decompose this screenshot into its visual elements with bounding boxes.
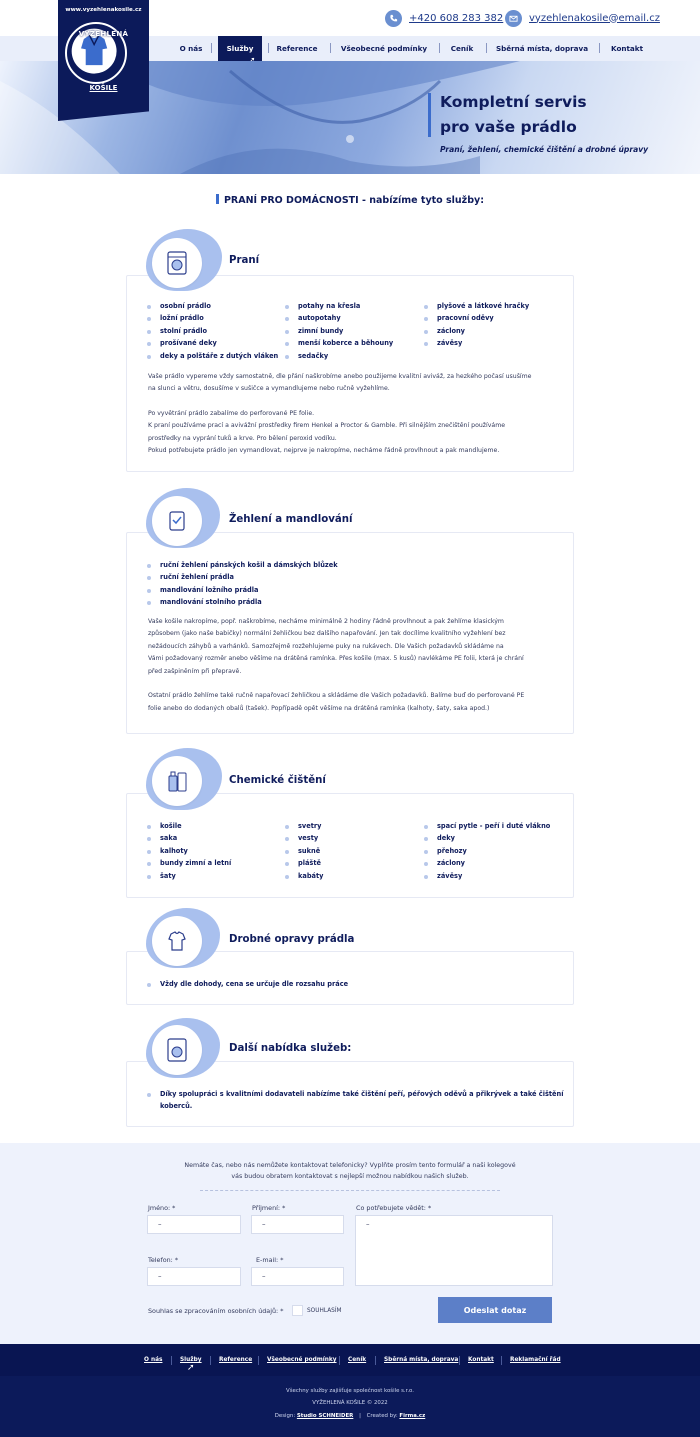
bullet [424, 875, 428, 879]
submit-button[interactable]: Odeslat dotaz [438, 1297, 552, 1323]
list-item: záclony [437, 326, 465, 335]
list-item: sukně [298, 846, 321, 855]
list-item: deky a polštáře z dutých vláken [160, 351, 279, 360]
list-item: bundy zimní a letní [160, 859, 232, 868]
list-item: ruční žehlení prádla [160, 573, 234, 582]
hero-title: Kompletní servis pro vaše prádlo [440, 93, 587, 136]
list-item: záclony [437, 859, 465, 868]
list-item: pracovní oděvy [437, 314, 494, 323]
paragraph-line: K praní používáme prací a avivážní prostředky firem Henkel a Proctor & Gamble. Při silnějším znečištění používáme [148, 422, 506, 430]
prani-title: Praní [229, 255, 260, 266]
paragraph-line: Vaše košile nakropíme, popř. naškrobíme, necháme minimálně 2 hodiny řádně provlhnout a pak žehlíme klasickým [148, 618, 504, 625]
bullet [147, 875, 151, 879]
email-address[interactable]: vyzehlenakosile@email.cz [529, 12, 660, 24]
footer-nav-link[interactable]: Ceník [348, 1357, 367, 1363]
dalsi-title: Další nabídka služeb: [229, 1043, 352, 1054]
hero-accent-bar [428, 93, 431, 137]
opravy-title: Drobné opravy prádla [229, 934, 355, 945]
message-textarea[interactable]: – [355, 1215, 553, 1286]
list-item: potahy na křesla [298, 302, 361, 310]
footer-nav-link[interactable]: Služby [180, 1357, 202, 1363]
list-item: přehozy [437, 846, 467, 855]
nav-separator [268, 43, 269, 53]
bullet [285, 875, 289, 879]
list-item: košile [160, 822, 182, 830]
bullet [147, 330, 151, 334]
list-item: stolní prádlo [160, 326, 208, 335]
list-item: ložní prádlo [160, 314, 204, 323]
list-item: mandlování ložního prádla [160, 585, 259, 594]
paragraph-line: folie anebo do dodaných obalů (tašek). Popřípadě opět věšíme na drátěná ramínka (kalhoty, šaty, saka apod.) [148, 704, 490, 712]
paragraph-line: Vámi požadovaný rozměr anebo věšíme na drátěná ramínka. Přes košile (max. 5 kusů) navlékáme PE folii, která je chrání [148, 655, 524, 663]
consent-label: Souhlas se zpracováním osobních údajů: * [148, 1307, 284, 1315]
nav-separator [330, 43, 331, 53]
services-heading: PRANÍ PRO DOMÁCNOSTI - nabízíme tyto služby: [0, 194, 700, 206]
paragraph-line: Vaše prádlo vypereme vždy samostatně, dle přání naškrobíme anebo použijeme kvalitní aviváž, za hezkého počasí usušíme [148, 373, 532, 380]
bullet [147, 850, 151, 854]
bullet [147, 355, 151, 359]
washing-machine-icon [152, 1025, 202, 1075]
paragraph-line: způsobem (jako naše babičky) normální žehličkou bez dalšího napařování. Jen tak docílíme kvalitního vyžehlení bez [148, 630, 506, 638]
footer-nav-separator [375, 1356, 376, 1365]
list-item: menší koberce a běhouny [298, 339, 394, 348]
list-item: osobní prádlo [160, 302, 211, 310]
list-item: kalhoty [160, 846, 188, 855]
footer-nav-link[interactable]: O nás [144, 1357, 163, 1363]
nav-separator [486, 43, 487, 53]
detergent-icon [152, 756, 202, 806]
jmeno-label: Jméno: * [148, 1204, 176, 1212]
phone-contact[interactable] [385, 8, 503, 28]
bullet [424, 850, 428, 854]
iron-icon [152, 496, 202, 546]
footer-copyright: VYŽEHLENÁ KOŠILE © 2022 [312, 1400, 388, 1406]
email-contact[interactable] [505, 8, 660, 28]
bullet [424, 330, 428, 334]
bullet [147, 305, 151, 309]
bullet [285, 305, 289, 309]
bullet [424, 825, 428, 829]
list-item: svetry [298, 822, 322, 830]
bullet [285, 825, 289, 829]
telefon-label: Telefon: * [148, 1256, 179, 1264]
footer-nav-separator [339, 1356, 340, 1365]
paragraph-line: prostředky na vyprání tuků a krve. Pro bělení peroxid vodíku. [148, 434, 337, 442]
phone-icon [385, 10, 402, 27]
tshirt-icon [152, 916, 202, 966]
footer-nav-link[interactable]: Reklamační řád [510, 1357, 561, 1363]
mail-icon [505, 10, 522, 27]
paragraph-line: Ostatní prádlo žehlíme také ručně napařovací žehličkou a skládáme dle Vašich požadavků. Balíme buď do perforované PE [148, 692, 525, 700]
footer-nav-link[interactable]: Kontakt [468, 1357, 494, 1363]
logo-website: www.vyzehlenakosile.cz [65, 7, 142, 13]
footer-nav-separator [501, 1356, 502, 1365]
email-input[interactable]: – [251, 1267, 344, 1286]
nav-cenik[interactable]: Ceník [450, 44, 474, 53]
email-label: E-mail: * [256, 1256, 284, 1264]
creator-link[interactable]: Firma.cz [399, 1413, 426, 1419]
list-item: zimní bundy [298, 326, 344, 335]
prijmeni-input[interactable]: – [251, 1215, 344, 1234]
consent-checkbox[interactable] [292, 1305, 303, 1316]
zehleni-title: Žehlení a mandlování [229, 514, 353, 525]
footer-credits: Design: Studio SCHNEIDER | Created by: Firma.cz [274, 1413, 426, 1419]
bullet [147, 589, 151, 593]
paragraph-line: na slunci a větru, dosušíme v sušičce a vymandlujeme nebo ručně vyžehlíme. [148, 385, 390, 393]
list-item: plyšové a látkové hračky [437, 302, 530, 310]
list-item: vesty [298, 834, 319, 843]
dalsi-line1: Díky spolupráci s kvalitními dodavateli nabízíme také čištění peří, péřových oděvů a přikrývek a také čištění [160, 1090, 564, 1098]
list-item: spací pytle - peří i duté vlákno [437, 822, 551, 830]
nav-o-nas[interactable]: O nás [179, 44, 203, 53]
footer-nav-link[interactable]: Reference [219, 1357, 253, 1363]
nav-sluzby[interactable]: Služby [218, 36, 262, 61]
prijmeni-label: Příjmení: * [252, 1204, 286, 1212]
bullet [147, 983, 151, 987]
logo-text-bottom: KOŠILE [89, 84, 118, 92]
cursor-icon: ➚ [187, 1363, 195, 1373]
chemicke-title: Chemické čištění [229, 775, 326, 786]
paragraph-line: Pokud potřebujete prádlo jen vymandlovat, nejprve je nakropíme, necháme řádně provlhnout a pak mandlujeme. [148, 446, 500, 454]
opravy-item: Vždy dle dohody, cena se určuje dle rozsahu práce [160, 980, 349, 988]
phone-number[interactable]: +420 608 283 382 [409, 12, 504, 24]
footer-nav-separator [459, 1356, 460, 1365]
bullet [424, 305, 428, 309]
bullet [147, 564, 151, 568]
list-item: sedačky [298, 351, 329, 360]
form-info: Nemáte čas, nebo nás nemůžete kontaktovat telefonicky? Vyplňte prosím tento formulář a naši kolegové vás budou obratem kontaktovat s nejlepší možnou nabídkou našich služeb. [184, 1162, 516, 1180]
bullet [285, 330, 289, 334]
list-item: saka [160, 834, 178, 843]
nav-separator [439, 43, 440, 53]
paragraph-line: před zašpiněním při přepravě. [148, 667, 242, 675]
list-item: pláště [298, 859, 321, 868]
bullet [285, 355, 289, 359]
footer [0, 1376, 700, 1437]
footer-nav-separator [210, 1356, 211, 1365]
hero-subtitle: Praní, žehlení, chemické čištění a drobné úpravy [440, 145, 649, 154]
telefon-input[interactable]: – [147, 1267, 241, 1286]
footer-nav-link[interactable]: Sběrná místa, doprava [384, 1357, 459, 1363]
footer-nav-separator [258, 1356, 259, 1365]
consent-text: SOUHLASÍM [307, 1308, 342, 1314]
nav-sberna-mista[interactable]: Sběrná místa, doprava [495, 44, 589, 53]
logo-text-top: VYŽEHLENÁ [78, 30, 129, 38]
form-divider [200, 1190, 500, 1191]
jmeno-input[interactable]: – [147, 1215, 241, 1234]
paragraph-line: nežádoucích záhybů a varhánků. Samozřejmě rozžehlujeme puky na rukávech. Dle Vašich požadavků skládáme na [148, 642, 504, 650]
footer-nav-separator [171, 1356, 172, 1365]
bullet [285, 850, 289, 854]
bullet [147, 1093, 151, 1097]
dalsi-line2: koberců. [160, 1102, 193, 1110]
footer-nav-link[interactable]: Všeobecné podmínky [267, 1357, 337, 1363]
list-item: autopotahy [298, 314, 341, 323]
list-item: kabáty [298, 871, 324, 880]
list-item: závěsy [437, 871, 463, 880]
list-item: šaty [160, 871, 176, 880]
nav-kontakt[interactable]: Kontakt [611, 44, 643, 53]
nav-podminky[interactable]: Všeobecné podmínky [340, 44, 428, 53]
list-item: ruční žehlení pánských košil a dámských blůzek [160, 561, 338, 569]
bullet [147, 825, 151, 829]
nav-separator [211, 43, 212, 53]
footer-company: Všechny služby zajišťuje společnost košile s.r.o. [286, 1388, 414, 1394]
message-label: Co potřebujete vědět: * [356, 1204, 432, 1212]
list-item: mandlování stolního prádla [160, 598, 262, 607]
nav-reference[interactable]: Reference [276, 44, 318, 53]
list-item: závěsy [437, 339, 463, 348]
nav-separator [599, 43, 600, 53]
list-item: deky [437, 834, 455, 843]
washing-machine-icon [152, 238, 202, 288]
list-item: prošívané deky [160, 339, 217, 348]
designer-link[interactable]: Studio SCHNEIDER [296, 1413, 354, 1419]
paragraph-line: Po vyvětrání prádlo zabalíme do perforované PE folie. [148, 409, 315, 417]
